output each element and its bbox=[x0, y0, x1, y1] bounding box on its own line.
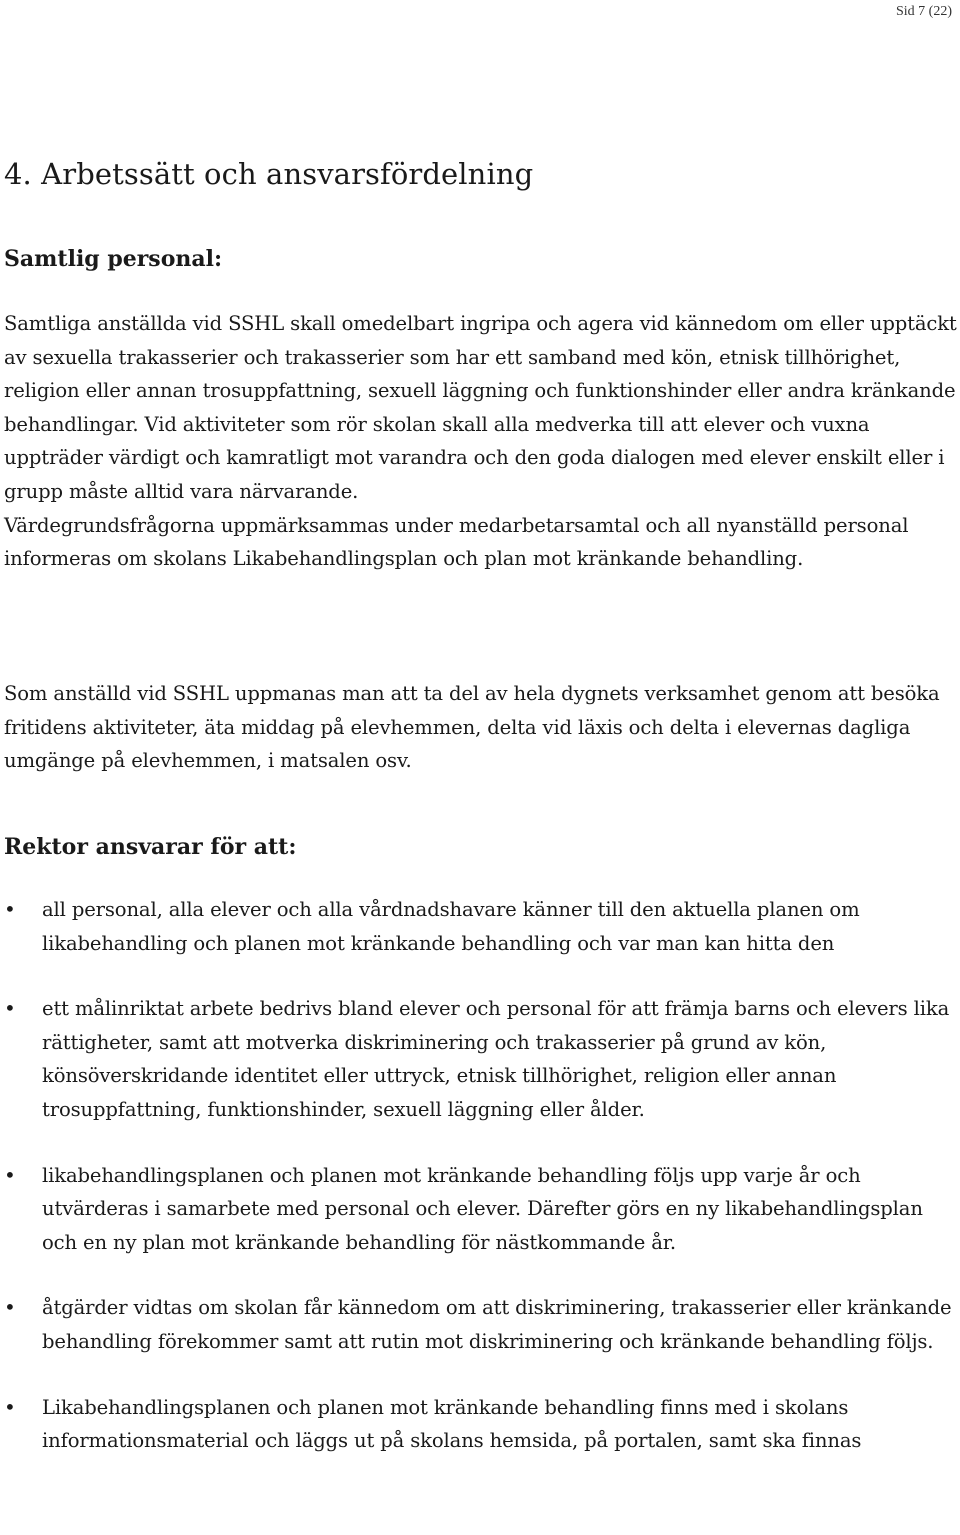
bullet-icon: • bbox=[4, 1394, 16, 1419]
list-item-text: Likabehandlingsplanen och planen mot kränkande behandling finns med i skolans informationsmaterial och läggs ut på skolans hemsida, på portalen, samt ska finnas bbox=[42, 1395, 862, 1453]
section-title: 4. Arbetssätt och ansvarsfördelning bbox=[4, 157, 534, 191]
list-item-text: all personal, alla elever och alla vårdnadshavare känner till den aktuella planen om likabehandling och planen mot kränkande behandling och var man kan hitta den bbox=[42, 898, 860, 955]
list-item-text: likabehandlingsplanen och planen mot kränkande behandling följs upp varje år och utvärderas i samarbete med personal och elever. Därefter görs en ny likabehandlingsplan och en ny plan mot kränkande behandling för nästkommande år. bbox=[42, 1163, 923, 1254]
page-number: Sid 7 (22) bbox=[896, 4, 952, 19]
subheading-principal: Rektor ansvarar för att: bbox=[4, 834, 297, 860]
bullet-icon: • bbox=[4, 1295, 16, 1320]
paragraph-participation: Som anställd vid SSHL uppmanas man att ta del av hela dygnets verksamhet genom att besöka fritidens aktiviteter, äta middag på elevhemmen, delta vid läxis och delta i elevernas dagliga umgänge på elevhemmen, i matsalen osv. bbox=[4, 682, 940, 773]
paragraph-staff bbox=[4, 307, 960, 576]
bullet-icon: • bbox=[4, 1162, 16, 1187]
list-item-text: ett målinriktat arbete bedrivs bland elever och personal för att främja barns och elevers lika rättigheter, samt att motverka diskriminering och trakasserier på grund av kön, könsöverskridande identitet eller uttryck, etnisk tillhörighet, religion eller annan trosuppfattning, funktionshinder, sexuell läggning eller ålder. bbox=[42, 997, 950, 1121]
paragraph-staff-values: Värdegrundsfrågorna uppmärksammas under medarbetarsamtal och all nyanställd personal informeras om skolans Likabehandlingsplan och plan mot kränkande behandling. bbox=[4, 513, 909, 571]
principal-responsibilities-list bbox=[4, 893, 960, 1458]
subheading-staff: Samtlig personal: bbox=[4, 246, 223, 272]
paragraph-staff-body: Samtliga anställda vid SSHL skall omedelbart ingripa och agera vid kännedom om eller upptäckt av sexuella trakasserier och trakasserier som har ett samband med kön, etnisk tillhörighet, religion eller annan trosuppfattning, sexuell läggning och funktionshinder eller andra kränkande behandlingar. Vid aktiviteter som rör skolan skall alla medverka till att elever och vuxna uppträder värdigt och kamratligt mot varandra och den goda dialogen med elever enskilt eller i grupp måste alltid vara närvarande. bbox=[4, 312, 957, 503]
list-item-text: åtgärder vidtas om skolan får kännedom om att diskriminering, trakasserier eller kränkande behandling förekommer samt att rutin mot diskriminering och kränkande behandling följs. bbox=[42, 1296, 952, 1353]
list-item bbox=[4, 1291, 960, 1358]
list-item bbox=[4, 1391, 960, 1458]
list-item bbox=[4, 893, 960, 960]
bullet-icon: • bbox=[4, 897, 16, 921]
list-item bbox=[4, 992, 960, 1126]
bullet-icon: • bbox=[4, 996, 16, 1021]
list-item bbox=[4, 1159, 960, 1260]
